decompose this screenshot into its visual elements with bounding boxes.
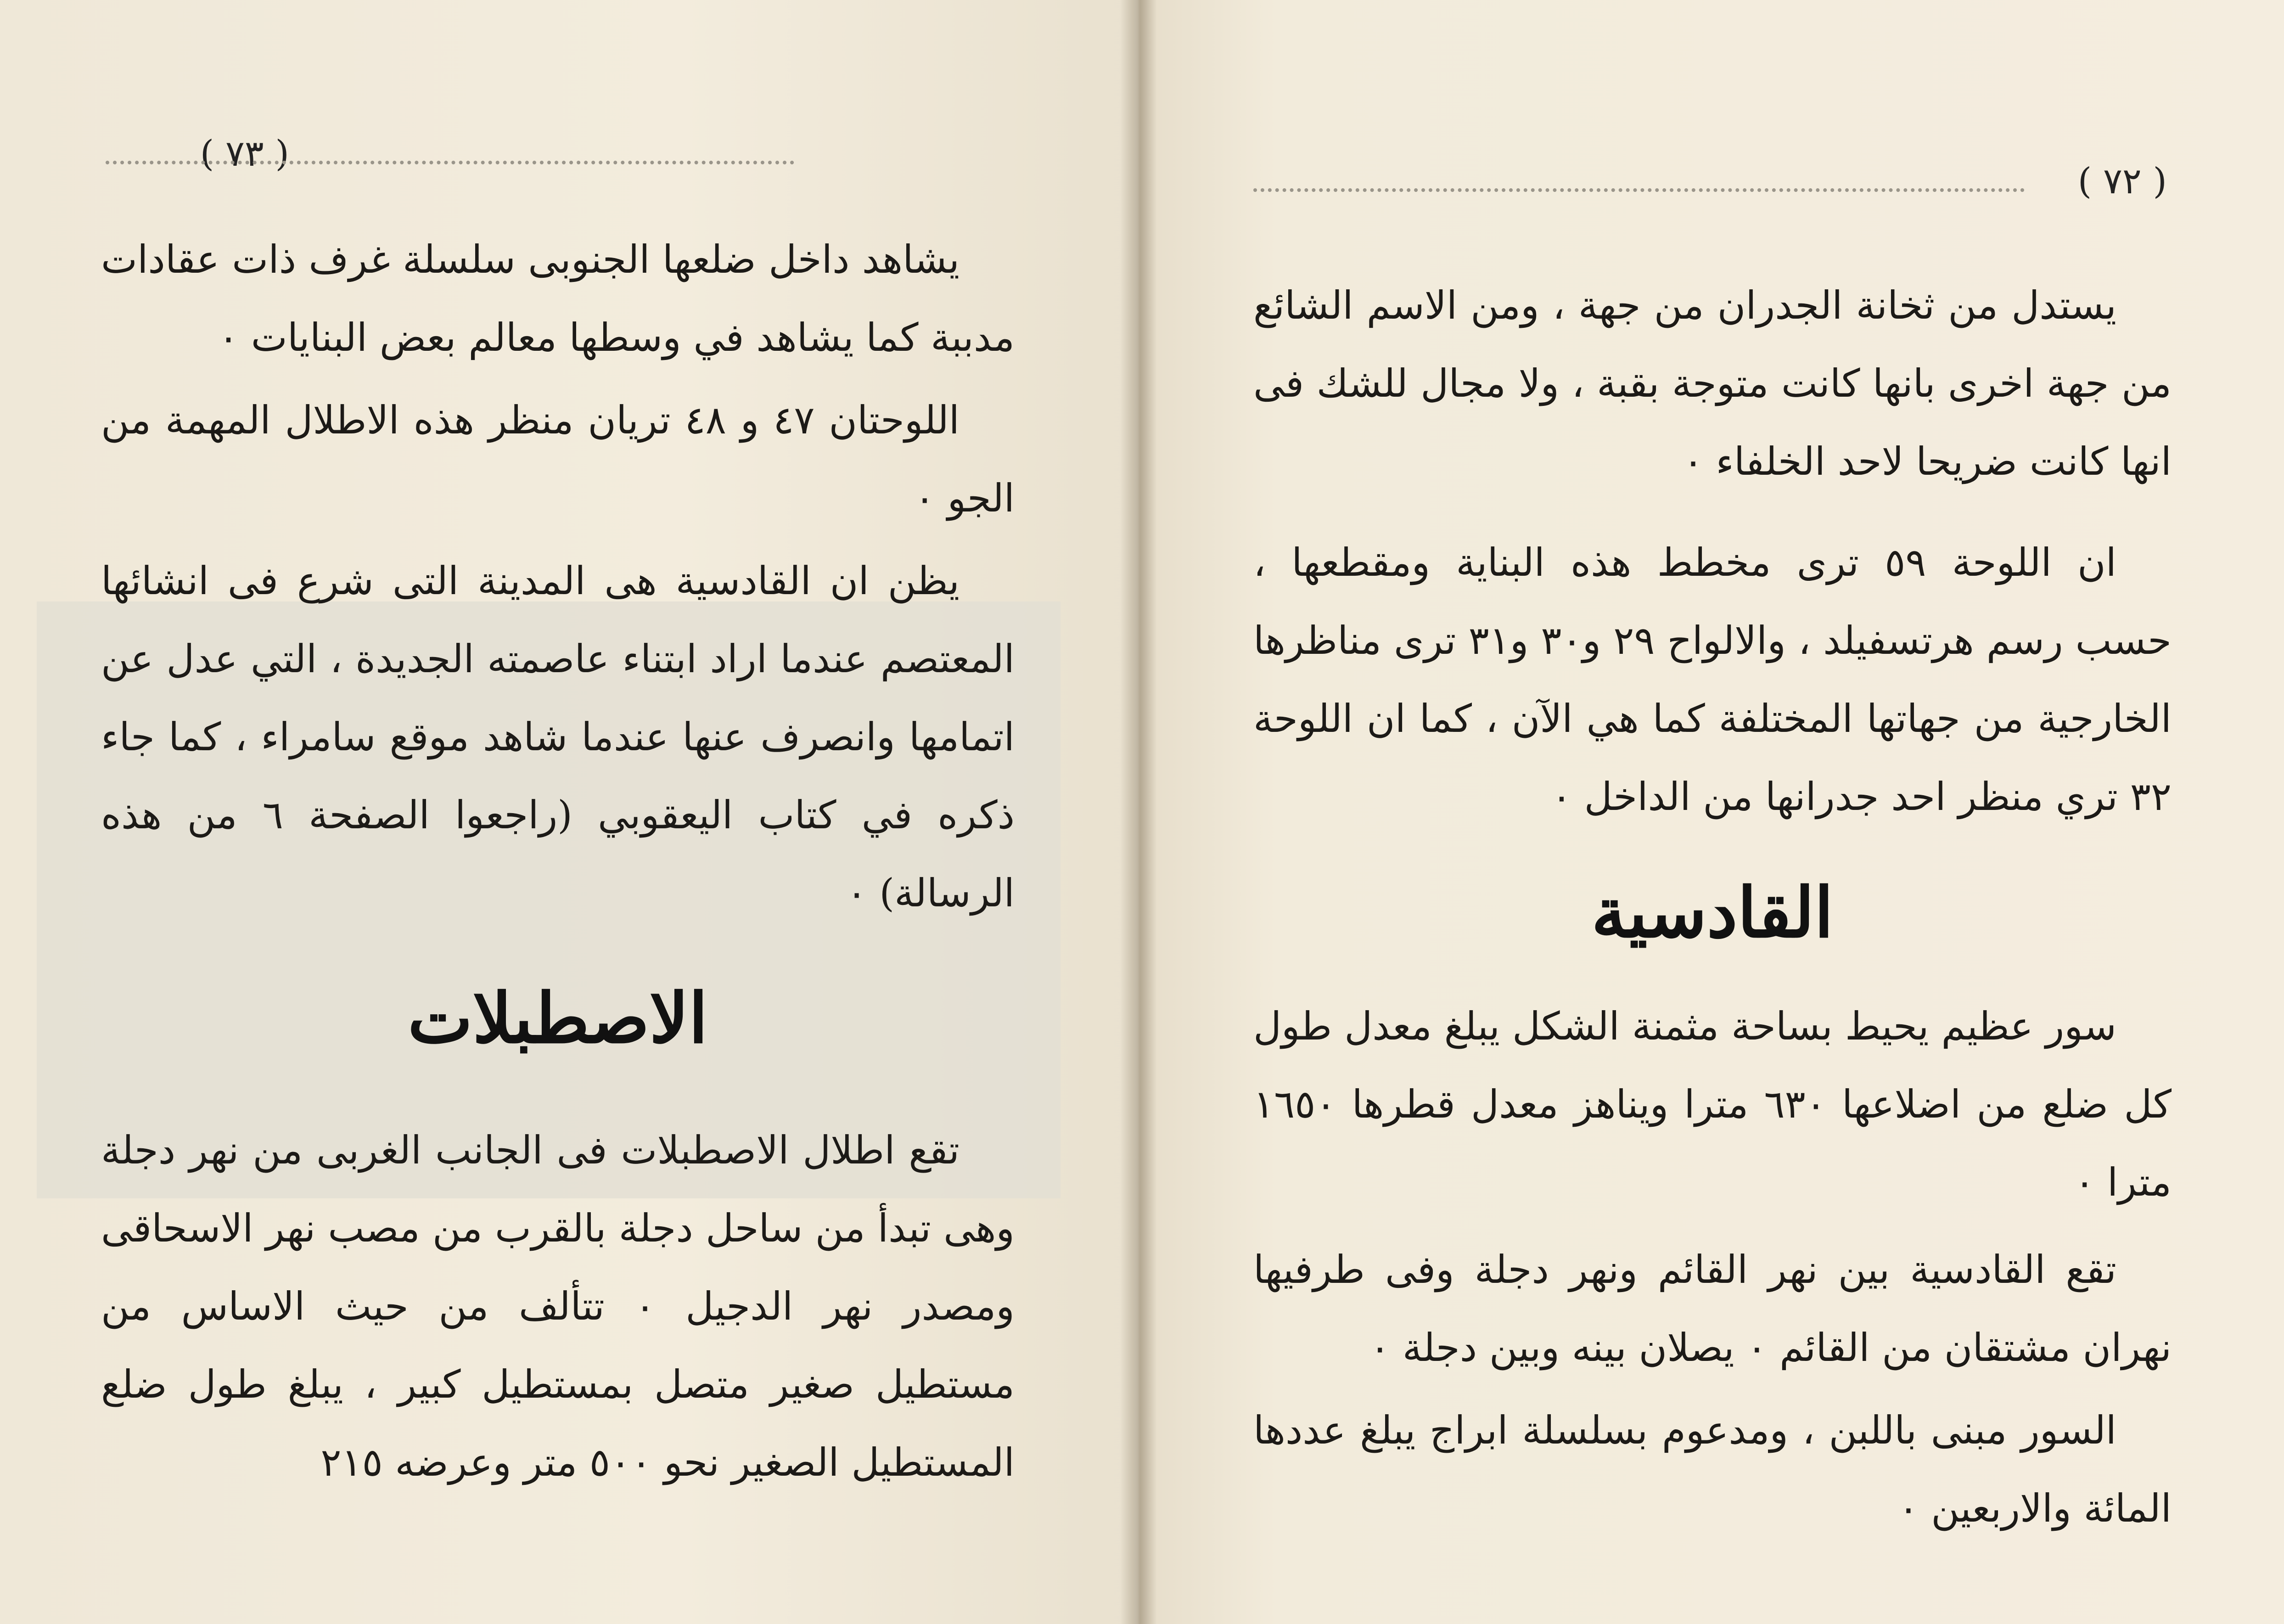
left-header-dotted-rule bbox=[106, 161, 794, 164]
right-section-heading: القادسية bbox=[1591, 872, 1834, 953]
right-para-3: سور عظيم يحيط بساحة مثمنة الشكل يبلغ معدل طول كل ضلع من اضلاعها ٦٣٠ مترا ويناهز معدل قطرها ١٦٥٠ مترا ٠ bbox=[1253, 1004, 2172, 1205]
right-para-2: ان اللوحة ٥٩ ترى مخطط هذه البناية ومقطعها ، حسب رسم هرتسفيلد ، والالواح ٢٩ و٣٠ و٣١ ترى مناظرها الخارجية من جهاتها المختلفة كما هي الآن ، كما ان اللوحة ٣٢ تري منظر احد جدرانها من الداخل ٠ bbox=[1253, 540, 2172, 819]
left-para-4: تقع اطلال الاصطبلات فى الجانب الغربى من نهر دجلة وهى تبدأ من ساحل دجلة بالقرب من مصب نهر الاسحاقى ومصدر نهر الدجيل ٠ تتألف من حيث الاساس من مستطيل صغير متصل بمستطيل كبير ، يبلغ طول ضلع المستطيل الصغير نحو ٥٠٠ متر وعرضه ٢١٥ bbox=[101, 1128, 1015, 1485]
left-page-number: ( ٧٣ ) bbox=[200, 133, 289, 174]
right-page-header bbox=[1253, 161, 2167, 216]
book-gutter bbox=[1120, 0, 1157, 1624]
right-para-1: يستدل من ثخانة الجدران من جهة ، ومن الاسم الشائع من جهة اخرى بانها كانت متوجة بقبة ، ولا مجال للشك فى انها كانت ضريحا لاحد الخلفاء ٠ bbox=[1253, 283, 2172, 484]
right-para-5: السور مبنى باللبن ، ومدعوم بسلسلة ابراج يبلغ عددها المائة والاربعين ٠ bbox=[1253, 1408, 2172, 1531]
right-page-body-bottom bbox=[1253, 987, 2172, 1547]
left-para-1: يشاهد داخل ضلعها الجنوبى سلسلة غرف ذات عقادات مدببة كما يشاهد في وسطها معالم بعض البنايات ٠ bbox=[101, 237, 1015, 360]
right-header-dotted-rule bbox=[1253, 188, 2025, 192]
left-page-body-top bbox=[101, 220, 1015, 932]
left-para-2: اللوحتان ٤٧ و ٤٨ تريان منظر هذه الاطلال المهمة من الجو ٠ bbox=[101, 398, 1015, 521]
left-page-header bbox=[106, 133, 1015, 188]
left-page-body-bottom bbox=[101, 1111, 1015, 1501]
left-section-heading: الاصطبلات bbox=[408, 978, 708, 1059]
left-para-3: يظن ان القادسية هى المدينة التى شرع فى انشائها المعتصم عندما اراد ابتناء عاصمته الجديدة ، التي عدل عن اتمامها وانصرف عنها عندما شاهد موقع سامراء ، كما جاء ذكره في كتاب اليعقوبي (راجعوا الصفحة ٦ من هذه الرسالة) ٠ bbox=[101, 558, 1015, 916]
right-page-body-top bbox=[1253, 266, 2172, 836]
right-para-4: تقع القادسية بين نهر القائم ونهر دجلة وفى طرفيها نهران مشتقان من القائم ٠ يصلان بينه وبين دجلة ٠ bbox=[1253, 1247, 2172, 1370]
right-page-number: ( ٧٢ ) bbox=[2077, 161, 2167, 202]
